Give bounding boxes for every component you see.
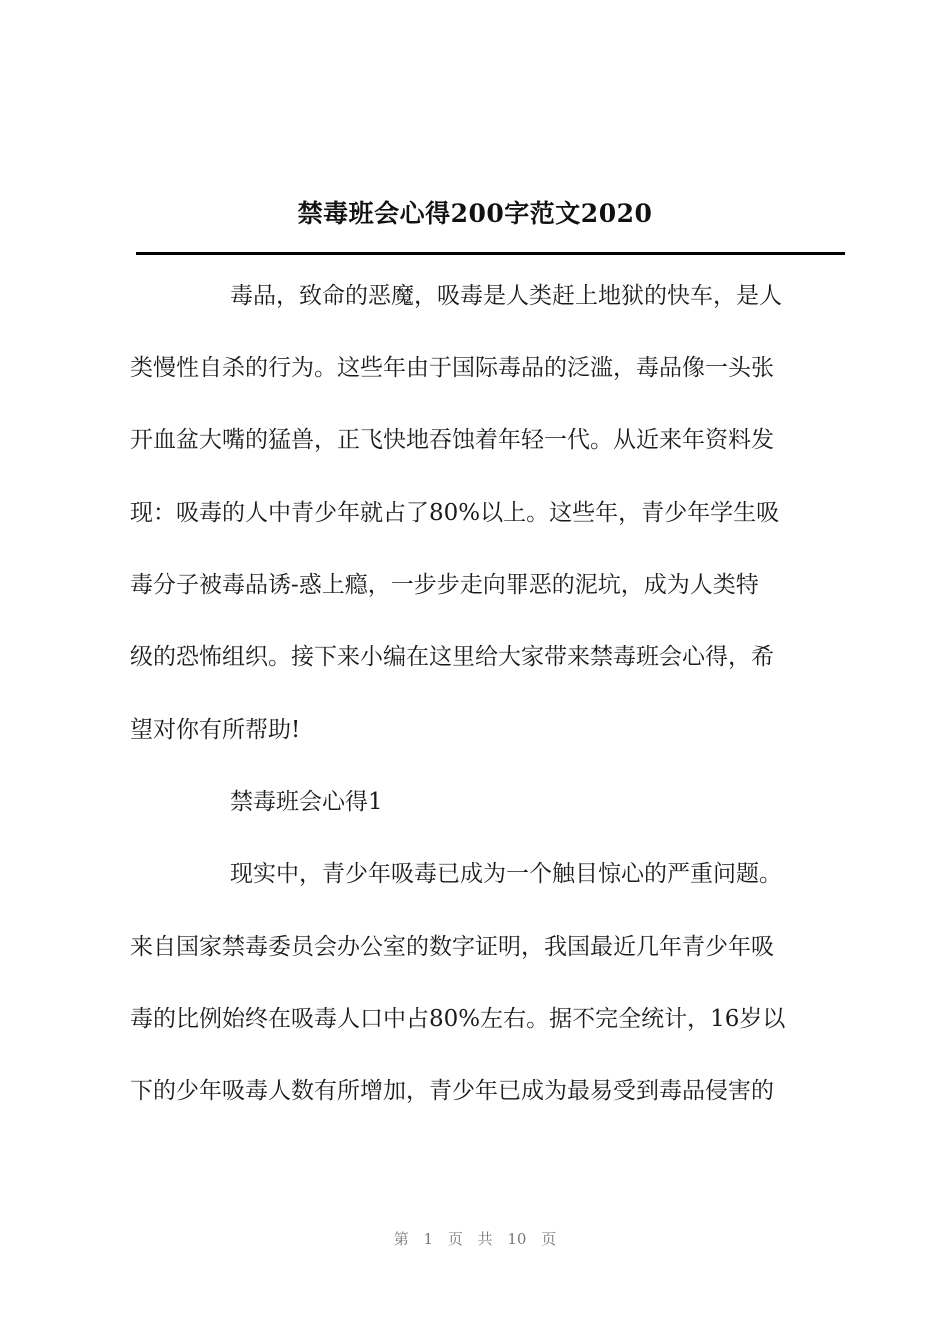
paragraph-line-12: 下的少年吸毒人数有所增加，青少年已成为最易受到毒品侵害的 (130, 1078, 774, 1104)
paragraph-line-2: 类慢性自杀的行为。这些年由于国际毒品的泛滥，毒品像一头张 (130, 355, 774, 381)
section-heading: 禁毒班会心得1 (230, 789, 383, 815)
paragraph-line-11: 毒的比例始终在吸毒人口中占80%左右。据不完全统计，16岁以 (130, 1006, 786, 1032)
page-footer: 第 1 页 共 10 页 (393, 1230, 557, 1248)
title-divider (136, 252, 845, 255)
document-title: 禁毒班会心得200字范文2020 (297, 199, 653, 228)
paragraph-line-6: 级的恐怖组织。接下来小编在这里给大家带来禁毒班会心得，希 (130, 644, 774, 670)
paragraph-line-3: 开血盆大嘴的猛兽，正飞快地吞蚀着年轻一代。从近来年资料发 (130, 427, 774, 453)
paragraph-line-5: 毒分子被毒品诱-惑上瘾，一步步走向罪恶的泥坑，成为人类特 (130, 572, 759, 598)
paragraph-line-9: 现实中，青少年吸毒已成为一个触目惊心的严重问题。 (230, 861, 782, 887)
paragraph-line-1: 毒品，致命的恶魔，吸毒是人类赶上地狱的快车，是人 (230, 283, 782, 309)
paragraph-line-7: 望对你有所帮助! (130, 717, 301, 743)
paragraph-line-4: 现：吸毒的人中青少年就占了80%以上。这些年，青少年学生吸 (130, 500, 780, 526)
paragraph-line-10: 来自国家禁毒委员会办公室的数字证明，我国最近几年青少年吸 (130, 934, 774, 960)
